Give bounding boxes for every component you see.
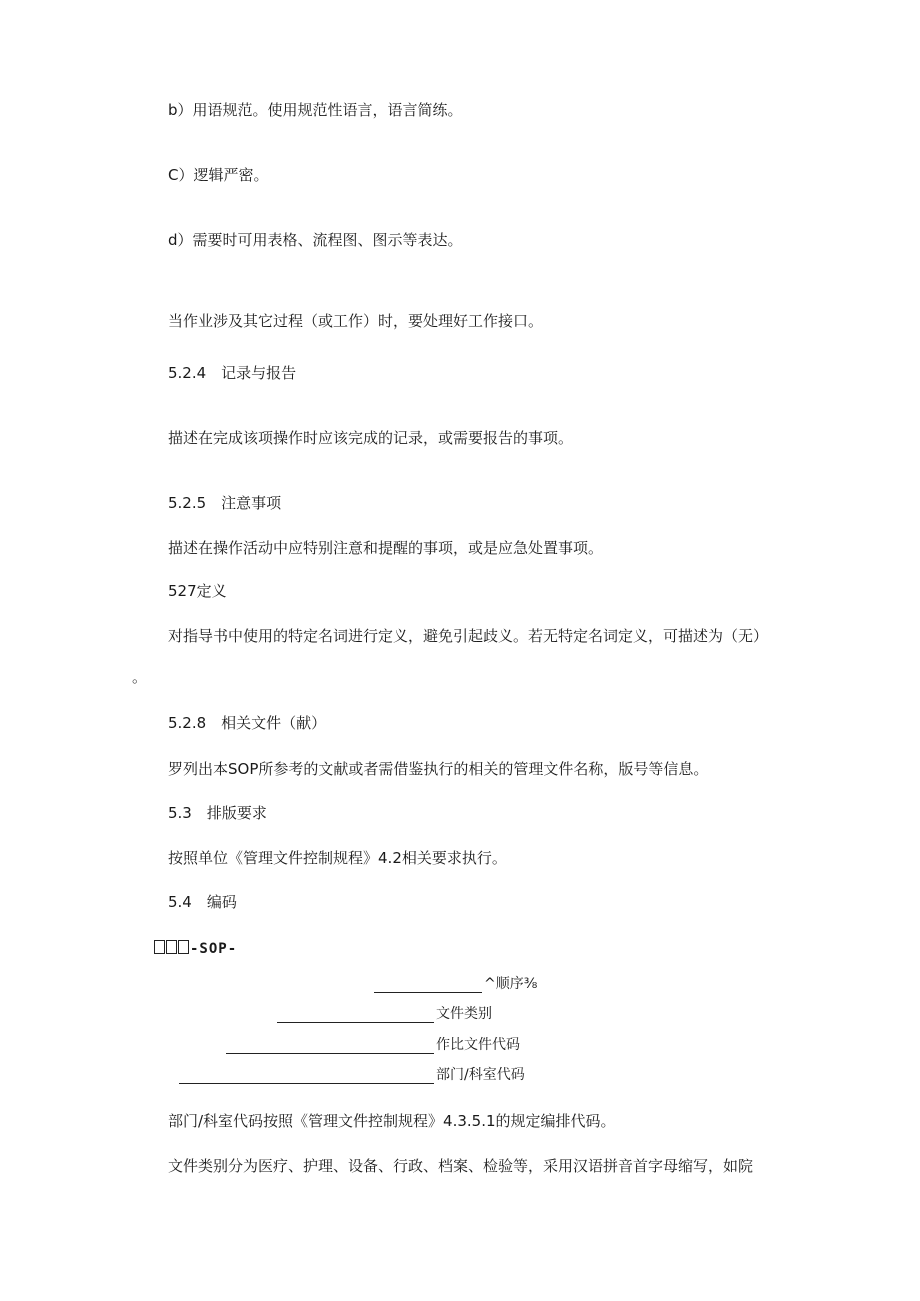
underline-rule: [179, 1071, 434, 1084]
heading-5-3: 5.3 排版要求: [168, 804, 267, 822]
code-pattern-text: -SOP-: [190, 941, 238, 957]
code-bracket-file-code: [226, 1036, 520, 1054]
list-item-c: C）逻辑严密。: [168, 166, 269, 184]
paragraph-records: 描述在完成该项操作时应该完成的记录，或需要报告的事项。: [168, 429, 574, 447]
paragraph-file-category: 文件类别分为医疗、护理、设备、行政、档案、检验等，采用汉语拼音首字母缩写，如院: [168, 1157, 754, 1175]
placeholder-box-icon: [166, 940, 177, 954]
code-bracket-sequence: [374, 975, 537, 993]
paragraph-layout: 按照单位《管理文件控制规程》4.2相关要求执行。: [168, 849, 507, 867]
code-bracket-label: 部门/科室代码: [436, 1067, 525, 1083]
stray-period: 。: [132, 668, 148, 686]
paragraph-references: 罗列出本SOP所参考的文献或者需借鉴执行的相关的管理文件名称，版号等信息。: [168, 760, 709, 778]
underline-rule: [226, 1041, 434, 1054]
heading-5-2-4: 5.2.4 记录与报告: [168, 364, 297, 382]
heading-5-4: 5.4 编码: [168, 893, 237, 911]
paragraph-notes: 描述在操作活动中应特别注意和提醒的事项，或是应急处置事项。: [168, 539, 604, 557]
paragraph-interface: 当作业涉及其它过程（或工作）时，要处理好工作接口。: [168, 312, 544, 330]
heading-5-2-5: 5.2.5 注意事项: [168, 494, 282, 512]
heading-5-2-8: 5.2.8 相关文件（献）: [168, 714, 327, 732]
list-item-b: b）用语规范。使用规范性语言，语言简练。: [168, 101, 463, 119]
placeholder-box-icon: [178, 940, 189, 954]
paragraph-definitions: 对指导书中使用的特定名词进行定义，避免引起歧义。若无特定名词定义，可描述为（无）: [168, 627, 769, 645]
heading-5-2-7: 527定义: [168, 582, 227, 600]
code-bracket-label: ^顺序⅜: [484, 976, 538, 992]
code-pattern: [154, 940, 237, 957]
underline-rule: [374, 980, 482, 993]
code-bracket-department: [179, 1066, 525, 1084]
code-bracket-label: 作比文件代码: [436, 1037, 520, 1053]
code-bracket-label: 文件类别: [436, 1006, 492, 1022]
placeholder-box-icon: [154, 940, 165, 954]
code-bracket-category: [277, 1005, 492, 1023]
paragraph-department-code: 部门/科室代码按照《管理文件控制规程》4.3.5.1的规定编排代码。: [168, 1112, 616, 1130]
list-item-d: d）需要时可用表格、流程图、图示等表达。: [168, 231, 463, 249]
underline-rule: [277, 1010, 434, 1023]
